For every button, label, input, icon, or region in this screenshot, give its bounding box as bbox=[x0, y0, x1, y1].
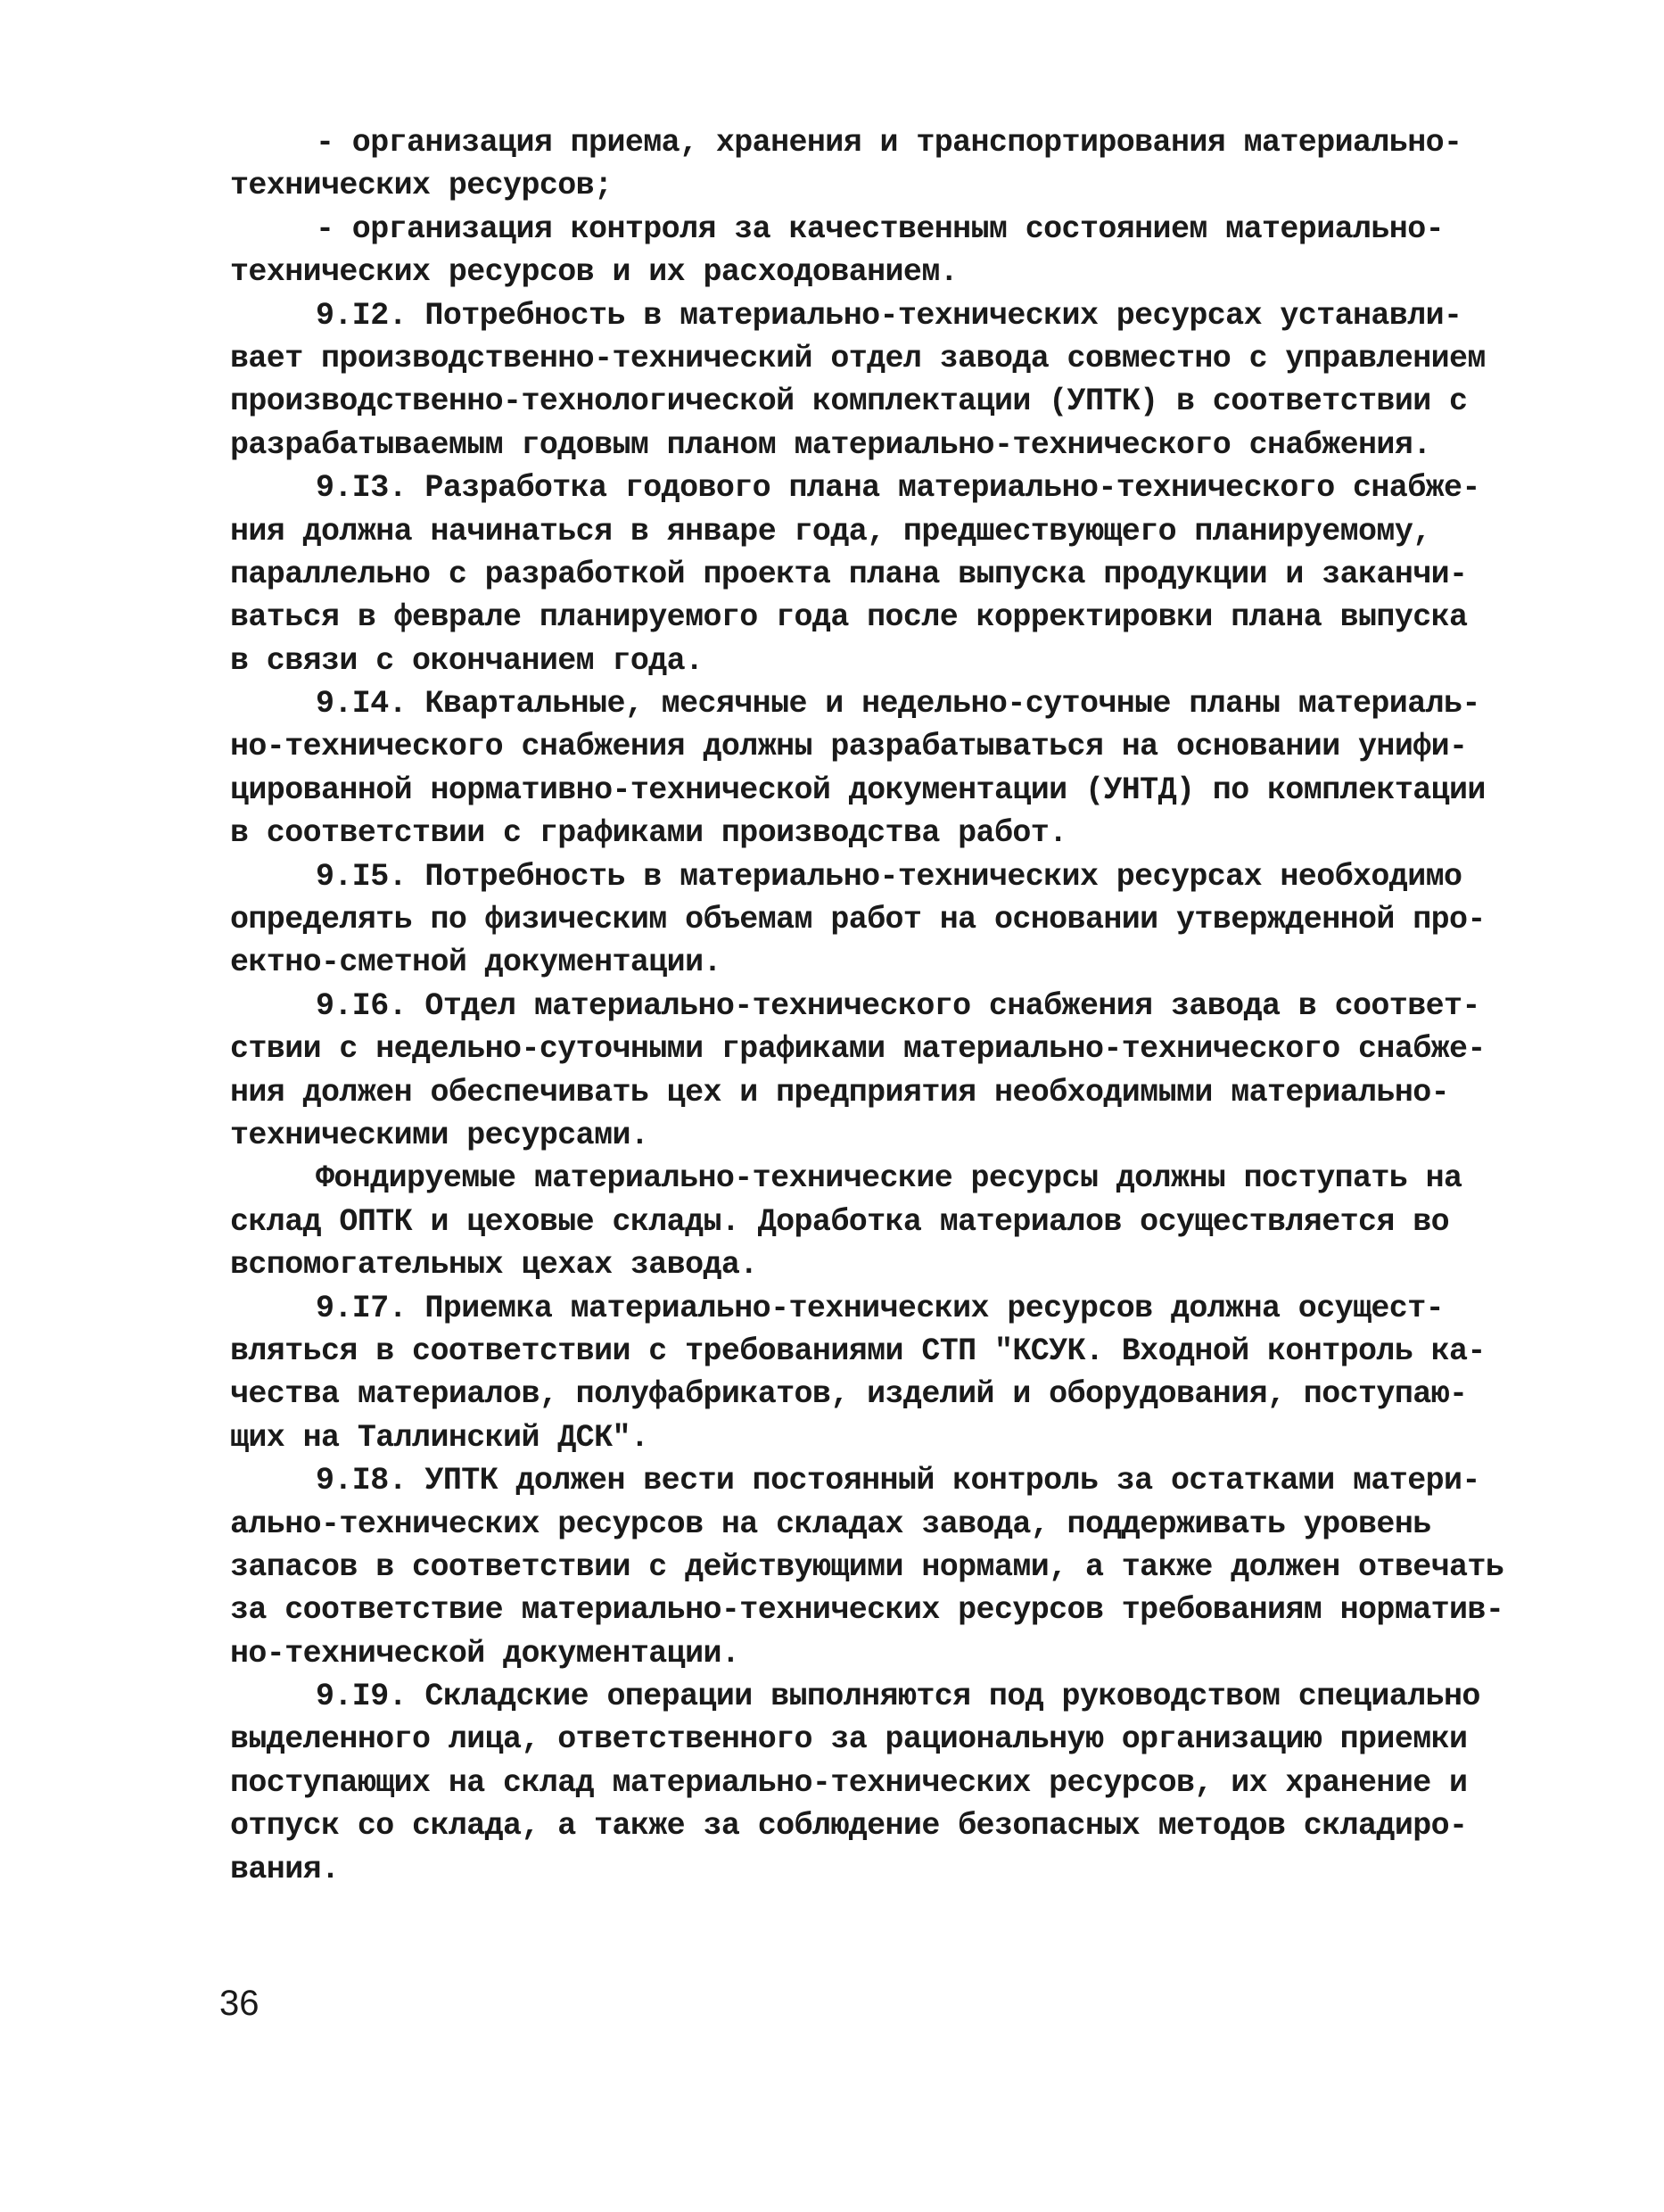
text-line: поступающих на склад материально-технических ресурсов, их хранение и bbox=[230, 1764, 1468, 1801]
text-line: за соответствие материально-технических ресурсов требованиям норматив- bbox=[230, 1592, 1504, 1629]
text-line: Фондируемые материально-технические ресурсы должны поступать на bbox=[316, 1160, 1462, 1197]
text-line: 9.I7. Приемка материально-технических ресурсов должна осущест- bbox=[316, 1290, 1445, 1326]
text-line: производственно-технологической комплектации (УПТК) в соответствии с bbox=[230, 384, 1468, 420]
text-line: выделенного лица, ответственного за рациональную организацию приемки bbox=[230, 1721, 1468, 1758]
document-body bbox=[230, 121, 1504, 1891]
text-line: чества материалов, полуфабрикатов, изделий и оборудования, поступаю- bbox=[230, 1376, 1468, 1413]
text-line: запасов в соответствии с действующими нормами, а также должен отвечать bbox=[230, 1548, 1504, 1585]
text-line: ектно-сметной документации. bbox=[230, 945, 721, 981]
text-line: вляться в соответствии с требованиями СТП "КСУК. Входной контроль ка- bbox=[230, 1333, 1486, 1369]
text-line: техническими ресурсами. bbox=[230, 1117, 649, 1153]
text-line: определять по физическим объемам работ на основании утвержденной про- bbox=[230, 902, 1486, 938]
text-line: ально-технических ресурсов на складах завода, поддерживать уровень bbox=[230, 1506, 1431, 1542]
text-line: вания. bbox=[230, 1851, 340, 1887]
text-line: ния должен обеспечивать цех и предприятия необходимыми материально- bbox=[230, 1074, 1450, 1110]
text-line: щих на Таллинский ДСК". bbox=[230, 1419, 649, 1456]
text-line: склад ОПТК и цеховые склады. Доработка материалов осуществляется во bbox=[230, 1203, 1450, 1240]
text-line: ваться в феврале планируемого года после корректировки плана выпуска bbox=[230, 599, 1468, 636]
text-line: 9.I6. Отдел материально-технического снабжения завода в соответ- bbox=[316, 987, 1480, 1024]
text-line: 9.I5. Потребность в материально-технических ресурсах необходимо bbox=[316, 858, 1462, 895]
text-line: технических ресурсов; bbox=[230, 168, 613, 204]
text-line: 9.I9. Складские операции выполняются под руководством специально bbox=[316, 1679, 1480, 1715]
text-line: 9.I4. Квартальные, месячные и недельно-суточные планы материаль- bbox=[316, 686, 1480, 722]
text-line: но-технического снабжения должны разрабатываться на основании унифи- bbox=[230, 729, 1468, 765]
text-line: 9.I2. Потребность в материально-технических ресурсах устанавли- bbox=[316, 297, 1462, 334]
text-line: 9.I3. Разработка годового плана материально-технического снабже- bbox=[316, 470, 1480, 507]
text-line: вспомогательных цехах завода. bbox=[230, 1247, 758, 1283]
text-line: параллельно с разработкой проекта плана выпуска продукции и заканчи- bbox=[230, 556, 1468, 592]
text-line: - организация контроля за качественным состоянием материально- bbox=[316, 210, 1445, 247]
text-line: технических ресурсов и их расходованием. bbox=[230, 254, 959, 291]
text-line: - организация приема, хранения и транспортирования материально- bbox=[316, 125, 1462, 161]
text-line: но-технической документации. bbox=[230, 1635, 740, 1671]
text-line: в связи с окончанием года. bbox=[230, 642, 704, 679]
text-line: вает производственно-технический отдел завода совместно с управлением bbox=[230, 340, 1486, 376]
text-line: цированной нормативно-технической документации (УНТД) по комплектации bbox=[230, 772, 1486, 808]
text-line: в соответствии с графиками производства работ. bbox=[230, 815, 1067, 852]
text-line: отпуск со склада, а также за соблюдение безопасных методов складиро- bbox=[230, 1808, 1468, 1845]
text-line: ния должна начинаться в январе года, предшествующего планируемому, bbox=[230, 513, 1431, 549]
text-line: ствии с недельно-суточными графиками материально-технического снабже- bbox=[230, 1031, 1486, 1068]
page-number: 36 bbox=[219, 1984, 259, 2023]
text-line: 9.I8. УПТК должен вести постоянный контроль за остатками матери- bbox=[316, 1463, 1480, 1499]
text-line: разрабатываемым годовым планом материально-технического снабжения. bbox=[230, 426, 1431, 463]
